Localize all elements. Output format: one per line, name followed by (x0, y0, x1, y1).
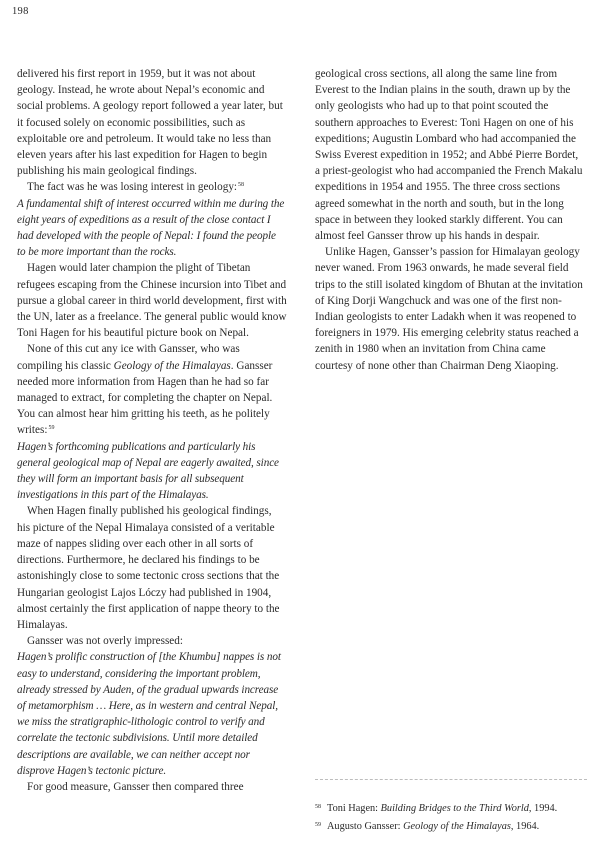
paragraph: delivered his first report in 1959, but it was not about geology. Instead, he wrote about Nepal’s economic and social problems. A geology report followed a year later, but it focused solely on economic possibilities, such as exploitable ore and petroleum. It would take no less than eleven years after his last expedition for Hagen to begin publishing his main geological findings. (17, 68, 283, 178)
footnote-divider (315, 779, 587, 780)
footnote (315, 818, 595, 834)
paragraph (17, 341, 287, 438)
footnote-author: Augusto Gansser: (327, 821, 404, 832)
paragraph: Unlike Hagen, Gansser’s passion for Himalayan geology never waned. From 1963 onwards, he made several field trips to the still isolated kingdom of Bhutan at the invitation of King Dorji Wangchuck and was one of the first non-Indian geologists to enter Ladakh when it was reopened to foreigners in 1979. His emerging celebrity status reached a zenith in 1980 when an invitation from China came courtesy of none other than Chairman Deng Xiaoping. (315, 246, 583, 372)
block-quote: Hagen’s prolific construction of [the Khumbu] nappes is not easy to understand, considering the important problem, already stressed by Auden, of the gradual upwards increase of metamorphism … Here, as in western and central Nepal, we miss the stratigraphic-lithologic control to verify and correlate the tectonic subdivisions. Until more detailed descriptions are available, we can neither accept nor disprove Hagen’s tectonic picture. (17, 651, 281, 777)
block-quote: A fundamental shift of interest occurred within me during the eight years of expeditions as a result of the close contact I had developed with the people of Nepal: I found the people to be more important than the rocks. (17, 197, 285, 259)
paragraph-text: None of this cut any ice with Gansser, who was compiling his classic (17, 343, 240, 372)
paragraph: Hagen would later champion the plight of Tibetan refugees escaping from the Chinese incursion into Tibet and pursue a global career in third world development, first with the UN, later as a freelance. The general public would know Toni Hagen for his beautiful picture book on Nepal. (17, 262, 287, 340)
right-column (315, 66, 585, 374)
footnote-ref: 58 (238, 182, 245, 189)
footnote-number: 58 (315, 804, 321, 810)
footnotes (315, 779, 595, 836)
paragraph-text: . Gansser needed more information from Hagen than he had so far managed to extract, for completing the chapter on Nepal. You can almost hear him gritting his teeth, as he politely writes: (17, 359, 273, 437)
footnote-rest: , 1994. (528, 803, 558, 814)
footnote-rest: , 1964. (510, 821, 540, 832)
block-quote: Hagen’s forthcoming publications and particularly his general geological map of Nepal are eagerly awaited, since they will form an important basis for all subsequent investigations in this part of the Himalayas. (17, 440, 279, 502)
paragraph: geological cross sections, all along the same line from Everest to the Indian plains in the south, drawn up by the only geologists who had up to that point scouted the southern approaches to Everest: Toni Hagen on one of his expeditions; Augustin Lombard who had accompanied the Swiss Everest expedition in 1952; and Abbé Pierre Bordet, a priest-geologist who had accompanied the French Makalu expeditions in 1954 and 1955. The three cross sections agreed somewhat in the north and south, but in the long space in between they looked starkly different. You can almost feel Gansser throw up his hands in despair. (315, 68, 583, 243)
footnote-ref: 59 (48, 425, 55, 432)
paragraph-text: The fact was he was losing interest in geology: (27, 181, 238, 194)
book-title: Geology of the Himalayas (113, 359, 231, 372)
footnote (315, 800, 595, 816)
footnote-number: 59 (315, 822, 321, 828)
footnote-title: Geology of the Himalayas (403, 821, 511, 832)
left-column (17, 66, 287, 795)
footnote-title: Building Bridges to the Third World (380, 803, 529, 814)
paragraph (17, 179, 287, 195)
page-number: 198 (12, 6, 29, 17)
paragraph: Gansser was not overly impressed: (27, 635, 183, 648)
paragraph: For good measure, Gansser then compared three (27, 780, 244, 793)
paragraph: When Hagen finally published his geological findings, his picture of the Nepal Himalaya consisted of a veritable maze of nappes sliding over each other in all sorts of directions. Furthermore, he declared his findings to be astonishingly close to some tectonic cross sections that the Hungarian geologist Lajos Lóczy had published in 1904, almost certainly the first application of nappe theory to the Himalayas. (17, 505, 280, 631)
footnote-author: Toni Hagen: (327, 803, 381, 814)
